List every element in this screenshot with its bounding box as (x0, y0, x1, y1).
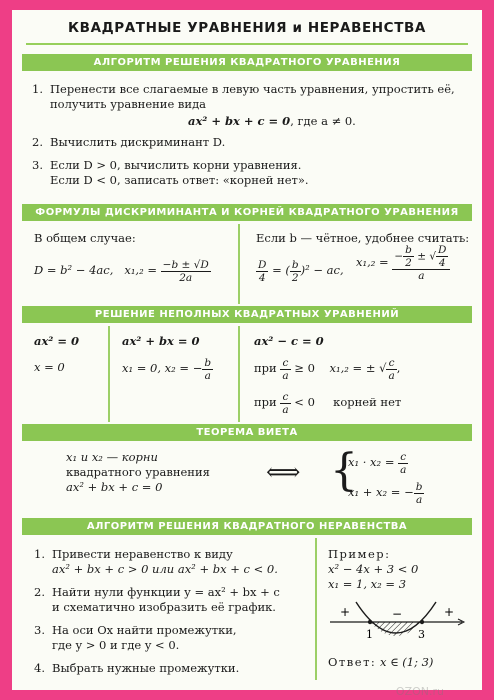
step-text: получить уравнение вида (50, 97, 207, 111)
section-heading-incomplete: РЕШЕНИЕ НЕПОЛНЫХ КВАДРАТНЫХ УРАВНЕНИЙ (22, 306, 472, 323)
root-point (420, 620, 424, 624)
reduced-discriminant-formula: $\frac{D}{4}$ = ( $\frac{b}{2}$ )² − ac, (258, 258, 344, 284)
answer-value: x ∈ (1; 3) (379, 655, 434, 669)
case3-equation: ax² − c = 0 (254, 334, 324, 348)
example-inequality: x² − 4x + 3 < 0 (328, 562, 419, 576)
case3-pri: при (254, 361, 277, 375)
a-denominator: a (388, 369, 395, 382)
step-text: Найти нули функции y = ax² + bx + c (52, 585, 280, 599)
tick-label: 3 (418, 628, 425, 641)
tick-label: 1 (366, 628, 373, 641)
step-number: 1. (32, 82, 43, 96)
sign-minus: − (392, 607, 403, 621)
answer-line (328, 655, 433, 669)
c-numerator: c (280, 391, 290, 404)
d4-fraction (256, 259, 268, 284)
section-heading-algorithm-ineq: АЛГОРИТМ РЕШЕНИЯ КВАДРАТНОГО НЕРАВЕНСТВА (22, 518, 472, 535)
case1-equation: ax² = 0 (34, 334, 79, 348)
discriminant-formula (34, 258, 211, 284)
equation-condition: , где a ≠ 0. (290, 114, 356, 128)
d4-numerator: D (258, 258, 267, 271)
d4-tail: ² − ac, (305, 263, 344, 277)
system-brace: { (330, 445, 358, 496)
step-text: ax² + bx + c > 0 или ax² + bx + c < 0. (52, 562, 278, 576)
case3-roots: x₁,₂ = ± (329, 361, 376, 375)
sign-plus: + (444, 605, 455, 619)
watermark: OZON.ru (395, 685, 444, 698)
case2-numerator: b (204, 356, 212, 369)
step-number: 3. (32, 158, 43, 172)
section-heading-algorithm-eq: АЛГОРИТМ РЕШЕНИЯ КВАДРАТНОГО УРАВНЕНИЯ (22, 54, 472, 71)
case3-lt: < 0 (294, 395, 315, 409)
vieta-product-num: c (398, 451, 408, 464)
title-rule (26, 43, 468, 45)
discriminant: D = b² − 4ac, (34, 263, 114, 277)
vieta-line1: x₁ и x₂ — корни (66, 450, 158, 464)
d4-denominator: 4 (258, 271, 266, 284)
roots-denominator: 2a (179, 271, 193, 284)
case3-no-roots: корней нет (333, 395, 402, 409)
step-text: На оси Ox найти промежутки, (52, 623, 237, 637)
section-heading-vieta: ТЕОРЕМА ВИЕТА (22, 424, 472, 441)
step-text: Вычислить дискриминант D. (50, 135, 226, 149)
step-text: и схематично изобразить её график. (52, 600, 276, 614)
section-heading-formulas: ФОРМУЛЫ ДИСКРИМИНАНТА И КОРНЕЙ КВАДРАТНОГО УРАВНЕНИЯ (22, 204, 472, 221)
a-denominator: a (282, 369, 289, 382)
b2-fraction (290, 259, 301, 284)
r2-fraction (392, 244, 450, 282)
parabola-sketch (322, 594, 472, 644)
column-divider (238, 326, 240, 422)
vieta-sum (348, 480, 424, 506)
vieta-product-den: a (400, 463, 407, 476)
case2-roots: x₁ = 0, x₂ = − (122, 361, 203, 375)
b2-numerator: b (291, 258, 299, 271)
equivalence-arrow: ⟺ (266, 458, 301, 486)
r2-4: 4 (438, 257, 446, 269)
column-divider (108, 326, 110, 422)
c-numerator: c (280, 357, 290, 370)
roots-numerator: −b ± √D (162, 258, 209, 271)
step-number: 2. (34, 585, 45, 599)
vieta-line2: квадратного уравнения (66, 465, 210, 479)
roots-fraction (161, 259, 211, 284)
case3-negative (254, 390, 401, 416)
case3-positive: при $\frac{c}{a}$ ≥ 0 x₁,₂ = ± √ $\frac{c}{a}$ , (254, 356, 401, 382)
step-text: Перенести все слагаемые в левую часть уравнения, упростить её, (50, 82, 455, 96)
standard-equation: ax² + bx + c = 0 (188, 114, 291, 128)
reduced-roots-formula (356, 244, 450, 282)
standard-equation-line (188, 114, 356, 128)
vieta-sum-num: b (415, 480, 423, 493)
example-label: Пример: (328, 547, 391, 561)
page-title: КВАДРАТНЫЕ УРАВНЕНИЯ и НЕРАВЕНСТВА (68, 20, 426, 36)
r2-denominator: a (418, 270, 425, 282)
vieta-product (348, 450, 408, 476)
r2-lhs: x₁,₂ = (356, 255, 389, 269)
r2-b: b (405, 244, 412, 256)
r2-D: D (438, 244, 447, 256)
case3-comma: , (396, 361, 401, 375)
example-roots: x₁ = 1, x₂ = 3 (328, 577, 407, 591)
case2-denominator: a (204, 369, 211, 382)
vieta-sum-lhs: x₁ + x₂ = − (348, 485, 414, 499)
roots-lhs: x₁,₂ = (124, 263, 157, 277)
column-divider (238, 224, 240, 304)
solution-hatch (370, 622, 422, 636)
case2-equation: ax² + bx = 0 (122, 334, 200, 348)
b2-denominator: 2 (291, 271, 299, 284)
step-text: Если D < 0, записать ответ: «корней нет». (50, 173, 309, 187)
r2-2: 2 (405, 257, 412, 269)
step-number: 3. (34, 623, 45, 637)
step-text: Выбрать нужные промежутки. (52, 661, 240, 675)
d4-equals: = (272, 263, 282, 277)
step-number: 2. (32, 135, 43, 149)
vieta-line3: ax² + bx + c = 0 (66, 480, 163, 494)
poster-sheet (12, 10, 482, 690)
case3-geq: ≥ 0 (294, 361, 315, 375)
case2-solution (122, 356, 213, 382)
r2-numerator: − $\frac{b}{2}$ ± √ $\frac{D}{4}$ (392, 244, 450, 270)
step-text: где y > 0 и где y < 0. (52, 638, 180, 652)
c-numerator: c (386, 357, 396, 370)
sign-plus: + (340, 605, 351, 619)
answer-label: Ответ: (328, 655, 377, 669)
step-text: Привести неравенство к виду (52, 547, 233, 561)
even-b-label: Если b — чётное, удобнее считать: (256, 231, 470, 245)
step-number: 4. (34, 661, 45, 675)
vieta-product-lhs: x₁ · x₂ = (348, 455, 395, 469)
general-case-label: В общем случае: (34, 231, 136, 245)
root-point (368, 620, 372, 624)
case3-pri: при (254, 395, 277, 409)
column-divider (315, 538, 317, 680)
vieta-sum-den: a (415, 493, 423, 506)
a-denominator: a (282, 403, 289, 416)
step-number: 1. (34, 547, 45, 561)
step-text: Если D > 0, вычислить корни уравнения. (50, 158, 302, 172)
case1-solution: x = 0 (34, 360, 65, 374)
